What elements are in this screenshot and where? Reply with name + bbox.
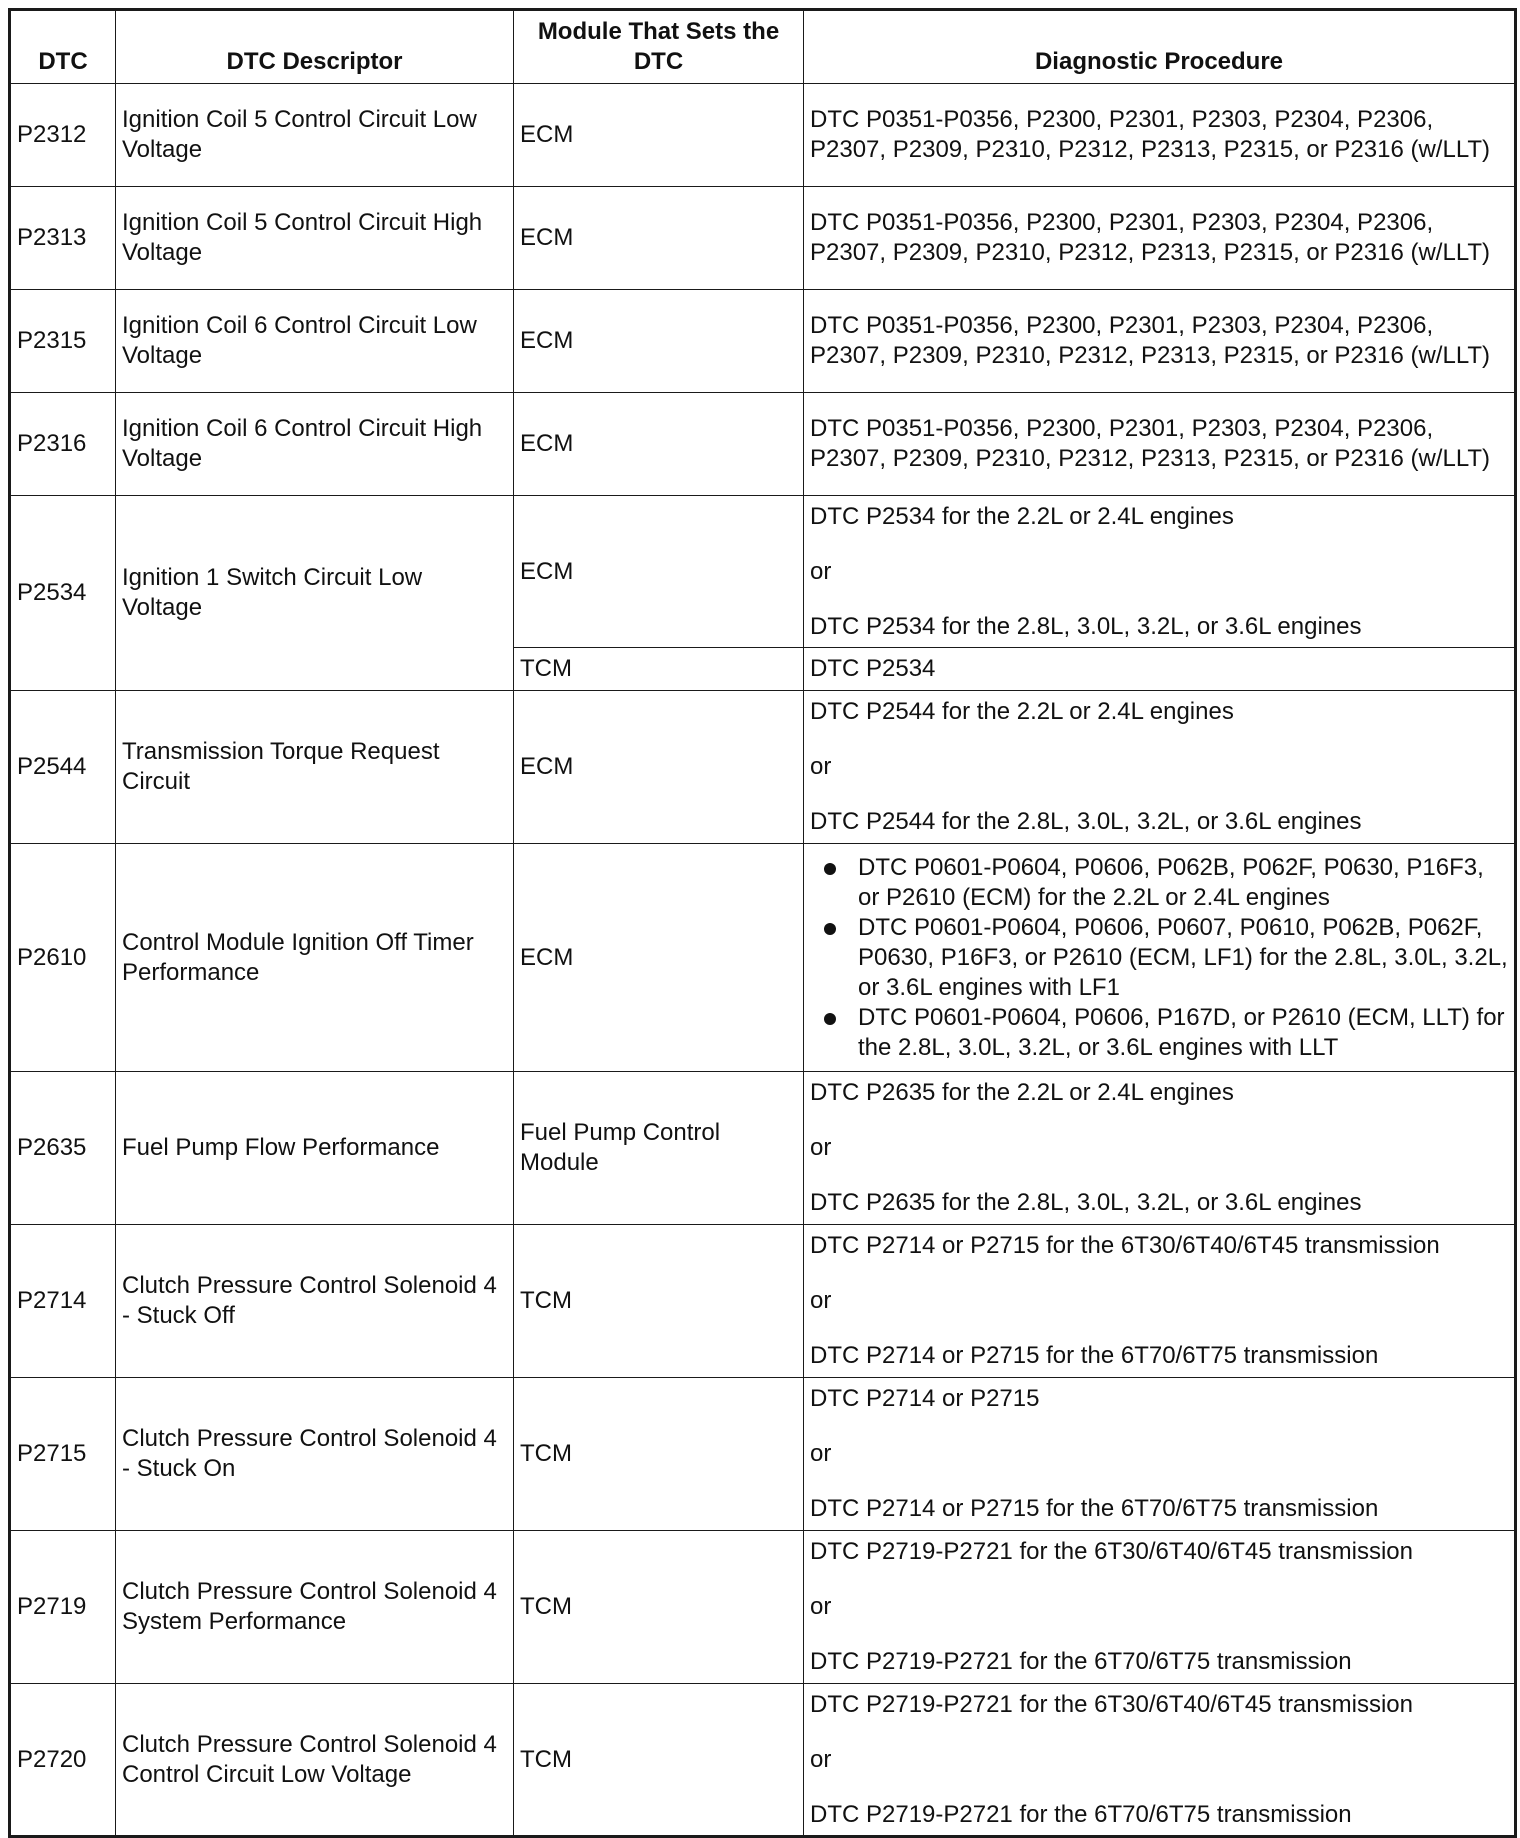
procedure-option-a: DTC P2635 for the 2.2L or 2.4L engines xyxy=(810,1079,1234,1106)
table-row xyxy=(10,187,1516,290)
table-row xyxy=(10,1531,1516,1684)
dtc-descriptor: Ignition Coil 6 Control Circuit Low Voltage xyxy=(116,290,514,393)
procedure-option-a: DTC P2544 for the 2.2L or 2.4L engines xyxy=(810,698,1234,725)
module: TCM xyxy=(514,1225,804,1378)
procedure-or: or xyxy=(810,1134,832,1161)
header-dtc: DTC xyxy=(10,10,116,84)
table-row xyxy=(10,1225,1516,1378)
dtc-descriptor: Ignition 1 Switch Circuit Low Voltage xyxy=(116,496,514,691)
bullet-icon xyxy=(824,923,836,935)
header-descriptor: DTC Descriptor xyxy=(116,10,514,84)
dtc-descriptor: Clutch Pressure Control Solenoid 4 System Performance xyxy=(116,1531,514,1684)
dtc-code: P2313 xyxy=(10,187,116,290)
diagnostic-procedure xyxy=(804,1072,1516,1225)
list-item: DTC P0601-P0604, P0606, P167D, or P2610 (ECM, LLT) for the 2.8L, 3.0L, 3.2L, or 3.6L engines with LLT xyxy=(858,1003,1508,1063)
bullet-icon xyxy=(824,1013,836,1025)
module: ECM xyxy=(514,496,804,648)
header-row xyxy=(10,10,1516,84)
procedure-or: or xyxy=(810,1593,832,1620)
procedure-bullet-list xyxy=(810,853,1508,1063)
procedure-or: or xyxy=(810,1287,832,1314)
procedure-or: or xyxy=(810,753,832,780)
procedure-option-a: DTC P2534 for the 2.2L or 2.4L engines xyxy=(810,502,1234,530)
procedure-option-b: DTC P2714 or P2715 for the 6T70/6T75 transmission xyxy=(810,1342,1379,1369)
header-procedure: Diagnostic Procedure xyxy=(804,10,1516,84)
dtc-code: P2720 xyxy=(10,1684,116,1837)
dtc-descriptor: Ignition Coil 5 Control Circuit High Voltage xyxy=(116,187,514,290)
diagnostic-procedure: DTC P0351-P0356, P2300, P2301, P2303, P2304, P2306, P2307, P2309, P2310, P2312, P2313, P2315, or P2316 (w/LLT) xyxy=(804,84,1516,187)
dtc-code: P2635 xyxy=(10,1072,116,1225)
module: TCM xyxy=(514,1531,804,1684)
module: ECM xyxy=(514,187,804,290)
procedure-or: or xyxy=(810,1745,832,1773)
diagnostic-procedure xyxy=(804,691,1516,844)
diagnostic-procedure xyxy=(804,1684,1516,1837)
dtc-descriptor: Clutch Pressure Control Solenoid 4 Control Circuit Low Voltage xyxy=(116,1684,514,1837)
table-row xyxy=(10,691,1516,844)
dtc-descriptor: Ignition Coil 5 Control Circuit Low Voltage xyxy=(116,84,514,187)
table-row xyxy=(10,84,1516,187)
dtc-table xyxy=(8,8,1517,1838)
diagnostic-procedure xyxy=(804,1531,1516,1684)
diagnostic-procedure: DTC P0351-P0356, P2300, P2301, P2303, P2304, P2306, P2307, P2309, P2310, P2312, P2313, P2315, or P2316 (w/LLT) xyxy=(804,187,1516,290)
module: ECM xyxy=(514,844,804,1072)
procedure-option-b: DTC P2534 for the 2.8L, 3.0L, 3.2L, or 3.6L engines xyxy=(810,612,1362,640)
table-row xyxy=(10,1684,1516,1837)
dtc-code: P2315 xyxy=(10,290,116,393)
diagnostic-procedure xyxy=(804,496,1516,648)
table-row xyxy=(10,496,1516,648)
module: TCM xyxy=(514,1378,804,1531)
module: TCM xyxy=(514,648,804,691)
table-row xyxy=(10,290,1516,393)
table-row xyxy=(10,1378,1516,1531)
diagnostic-procedure xyxy=(804,1225,1516,1378)
dtc-code: P2715 xyxy=(10,1378,116,1531)
procedure-option-a: DTC P2714 or P2715 for the 6T30/6T40/6T45 transmission xyxy=(810,1232,1440,1259)
dtc-code: P2610 xyxy=(10,844,116,1072)
list-item: DTC P0601-P0604, P0606, P062B, P062F, P0630, P16F3, or P2610 (ECM) for the 2.2L or 2.4L engines xyxy=(858,853,1508,913)
procedure-or: or xyxy=(810,1440,832,1467)
dtc-code: P2544 xyxy=(10,691,116,844)
module: ECM xyxy=(514,84,804,187)
dtc-descriptor: Control Module Ignition Off Timer Performance xyxy=(116,844,514,1072)
procedure-option-b: DTC P2544 for the 2.8L, 3.0L, 3.2L, or 3.6L engines xyxy=(810,808,1362,835)
dtc-code: P2534 xyxy=(10,496,116,691)
list-item: DTC P0601-P0604, P0606, P0607, P0610, P062B, P062F, P0630, P16F3, or P2610 (ECM, LF1) for the 2.8L, 3.0L, 3.2L, or 3.6L engines with LF1 xyxy=(858,913,1508,1003)
dtc-code: P2719 xyxy=(10,1531,116,1684)
module: Fuel Pump Control Module xyxy=(514,1072,804,1225)
procedure-option-a: DTC P2714 or P2715 xyxy=(810,1385,1040,1412)
dtc-descriptor: Clutch Pressure Control Solenoid 4 - Stuck On xyxy=(116,1378,514,1531)
module: ECM xyxy=(514,290,804,393)
dtc-descriptor: Fuel Pump Flow Performance xyxy=(116,1072,514,1225)
dtc-descriptor: Transmission Torque Request Circuit xyxy=(116,691,514,844)
dtc-code: P2714 xyxy=(10,1225,116,1378)
bullet-icon xyxy=(824,863,836,875)
procedure-option-a: DTC P2719-P2721 for the 6T30/6T40/6T45 transmission xyxy=(810,1538,1413,1565)
procedure-option-b: DTC P2714 or P2715 for the 6T70/6T75 transmission xyxy=(810,1495,1379,1522)
procedure-option-b: DTC P2719-P2721 for the 6T70/6T75 transmission xyxy=(810,1648,1352,1675)
table-row xyxy=(10,844,1516,1072)
procedure-option-a: DTC P2719-P2721 for the 6T30/6T40/6T45 transmission xyxy=(810,1690,1413,1718)
module: TCM xyxy=(514,1684,804,1837)
dtc-descriptor: Ignition Coil 6 Control Circuit High Voltage xyxy=(116,393,514,496)
table-row xyxy=(10,393,1516,496)
dtc-code: P2312 xyxy=(10,84,116,187)
table-row xyxy=(10,1072,1516,1225)
diagnostic-procedure: DTC P2534 xyxy=(804,648,1516,691)
module: ECM xyxy=(514,393,804,496)
header-module: Module That Sets the DTC xyxy=(514,10,804,84)
diagnostic-procedure xyxy=(804,844,1516,1072)
module: ECM xyxy=(514,691,804,844)
dtc-code: P2316 xyxy=(10,393,116,496)
dtc-descriptor: Clutch Pressure Control Solenoid 4 - Stuck Off xyxy=(116,1225,514,1378)
diagnostic-procedure: DTC P0351-P0356, P2300, P2301, P2303, P2304, P2306, P2307, P2309, P2310, P2312, P2313, P2315, or P2316 (w/LLT) xyxy=(804,393,1516,496)
diagnostic-procedure xyxy=(804,1378,1516,1531)
procedure-option-b: DTC P2719-P2721 for the 6T70/6T75 transmission xyxy=(810,1800,1352,1828)
procedure-option-b: DTC P2635 for the 2.8L, 3.0L, 3.2L, or 3.6L engines xyxy=(810,1189,1362,1216)
diagnostic-procedure: DTC P0351-P0356, P2300, P2301, P2303, P2304, P2306, P2307, P2309, P2310, P2312, P2313, P2315, or P2316 (w/LLT) xyxy=(804,290,1516,393)
procedure-or: or xyxy=(810,557,832,585)
